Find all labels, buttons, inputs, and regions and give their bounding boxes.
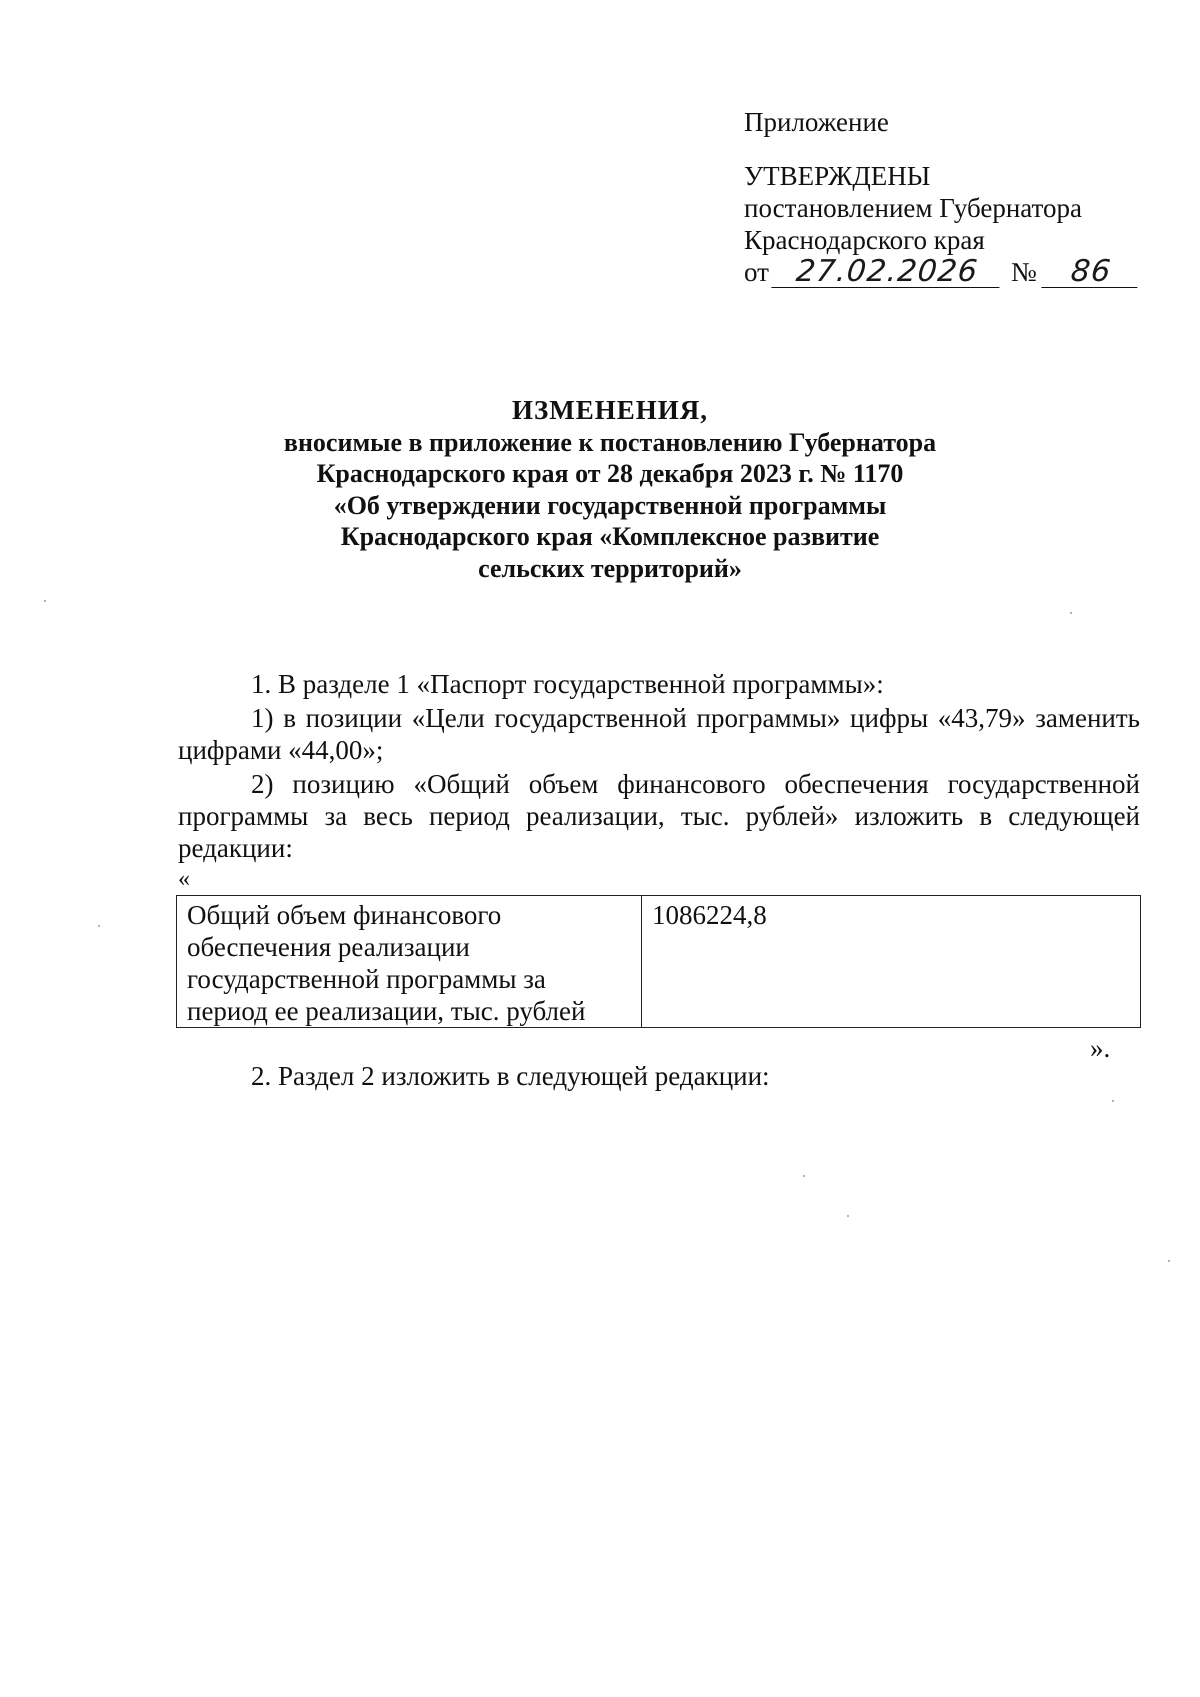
title-line-1: вносимые в приложение к постановлению Губернатора [283, 427, 937, 457]
region-label: Краснодарского края [744, 225, 985, 255]
document-body [178, 668, 1140, 864]
from-label: от [744, 257, 769, 287]
scan-speck [1112, 1100, 1114, 1102]
title-main: ИЗМЕНЕНИЯ, [511, 395, 708, 425]
quote-open-mark: « [178, 866, 190, 892]
paragraph-item-1-1: 1) в позиции «Цели государственной программы» цифры «43,79» заменить цифрами «44,00»; [178, 703, 1140, 765]
appendix-label: Приложение [744, 107, 889, 137]
approval-block [744, 106, 1144, 288]
title-line-4: Краснодарского края «Комплексное развитие [340, 522, 880, 551]
number-label: № [1010, 257, 1037, 287]
document-title [180, 395, 1040, 584]
table-cell-value: 1086224,8 [642, 896, 1141, 1028]
scan-speck [44, 600, 46, 602]
handwritten-number: 86 [1041, 257, 1140, 288]
financing-table [176, 895, 1141, 1028]
paragraph-item-2: 2. Раздел 2 изложить в следующей редакции: [251, 1061, 770, 1091]
paragraph-item-1-2: 2) позицию «Общий объем финансового обеспечения государственной программы за весь период реализации, тыс. рублей» изложить в следующей редакции: [178, 769, 1140, 863]
paragraph-item-1: 1. В разделе 1 «Паспорт государственной программы»: [251, 669, 884, 699]
scan-speck [98, 925, 100, 927]
scan-speck [1070, 612, 1072, 614]
handwritten-date: 27.02.2026 [771, 257, 1002, 288]
resolution-label: постановлением Губернатора [744, 193, 1082, 223]
title-line-2: Краснодарского края от 28 декабря 2023 г. № 1170 [316, 459, 904, 488]
date-number-row [744, 256, 1144, 288]
title-line-3: «Об утверждении государственной программы [333, 490, 887, 520]
scan-speck [1168, 1260, 1170, 1262]
quote-close-mark: ». [1090, 1033, 1111, 1063]
scan-speck [803, 1175, 805, 1177]
table-cell-label: Общий объем финансового обеспечения реализации государственной программы за период ее реализации, тыс. рублей [177, 896, 642, 1028]
table-row [177, 896, 1141, 1028]
title-line-5: сельских территорий» [478, 553, 742, 583]
approved-label: УТВЕРЖДЕНЫ [744, 161, 931, 191]
scan-speck [847, 1215, 849, 1217]
